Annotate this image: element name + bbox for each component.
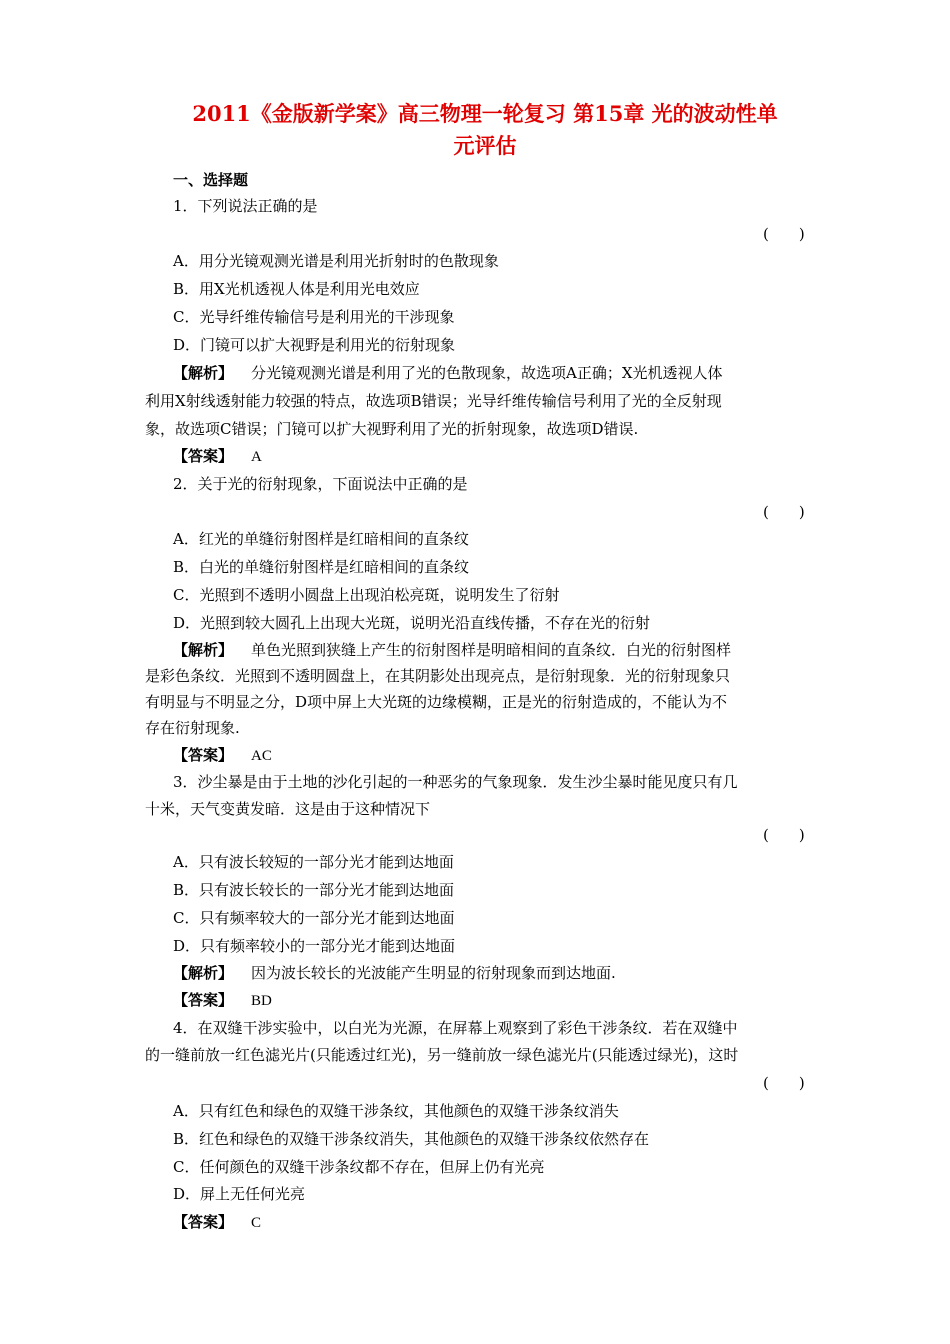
q3-stem-line-1: 3．沙尘暴是由于土地的沙化引起的一种恶劣的气象现象．发生沙尘暴时能见度只有几 [173, 773, 738, 791]
q1-option-c: C．光导纤维传输信号是利用光的干涉现象 [173, 308, 455, 326]
title-line-2: 元评估 [453, 133, 517, 158]
q1-option-a: A．用分光镜观测光谱是利用光折射时的色散现象 [173, 252, 499, 270]
q3-answer-blank: ( ) [763, 826, 805, 844]
q1-answer: 【答案】 A [173, 447, 262, 465]
q4-option-d: D．屏上无任何光亮 [173, 1185, 306, 1203]
q2-option-b: B．白光的单缝衍射图样是红暗相间的直条纹 [173, 558, 470, 576]
q4-option-a: A．只有红色和绿色的双缝干涉条纹，其他颜色的双缝干涉条纹消失 [173, 1102, 619, 1120]
q2-analysis-line-4: 存在衍射现象. [145, 719, 240, 737]
q4-answer: 【答案】 C [173, 1213, 262, 1231]
q3-option-c: C．只有频率较大的一部分光才能到达地面 [173, 909, 455, 927]
q3-analysis-line-1: 【解析】 因为波长较长的光波能产生明显的衍射现象而到达地面. [173, 964, 616, 982]
document-title [150, 98, 820, 162]
analysis-label: 【解析】 [173, 364, 234, 382]
q2-answer: 【答案】 AC [173, 746, 272, 764]
answer-label: 【答案】 [173, 447, 234, 465]
q1-analysis-line-3: 象，故选项C错误；门镜可以扩大视野利用了光的折射现象，故选项D错误. [145, 420, 639, 438]
q2-option-d: D．光照到较大圆孔上出现大光斑，说明光沿直线传播，不存在光的衍射 [173, 614, 651, 632]
q3-option-a: A．只有波长较短的一部分光才能到达地面 [173, 853, 454, 871]
section-heading: 一、选择题 [173, 171, 249, 189]
q2-analysis-line-3: 有明显与不明显之分，D项中屏上大光斑的边缘模糊，正是光的衍射造成的，不能认为不 [145, 693, 728, 711]
title-line-1: 2011《金版新学案》高三物理一轮复习 第15章 光的波动性单 [192, 101, 778, 126]
q2-analysis-line-2: 是彩色条纹．光照到不透明圆盘上，在其阴影处出现亮点，是衍射现象．光的衍射现象只 [145, 667, 731, 685]
q3-option-d: D．只有频率较小的一部分光才能到达地面 [173, 937, 456, 955]
q2-analysis-line-1: 【解析】 单色光照到狭缝上产生的衍射图样是明暗相间的直条纹．白光的衍射图样 [173, 641, 732, 659]
q1-option-d: D．门镜可以扩大视野是利用光的衍射现象 [173, 336, 456, 354]
q4-option-c: C．任何颜色的双缝干涉条纹都不存在，但屏上仍有光亮 [173, 1158, 545, 1176]
q1-analysis-line-2: 利用X射线透射能力较强的特点，故选项B错误；光导纤维传输信号利用了光的全反射现 [145, 392, 722, 410]
q2-option-c: C．光照到不透明小圆盘上出现泊松亮斑，说明发生了衍射 [173, 586, 560, 604]
q3-option-b: B．只有波长较长的一部分光才能到达地面 [173, 881, 455, 899]
q1-answer-blank: ( ) [763, 225, 805, 243]
q4-stem-line-2: 的一缝前放一红色滤光片(只能透过红光)，另一缝前放一绿色滤光片(只能透过绿光)，这时 [145, 1046, 739, 1064]
q1-option-b: B．用X光机透视人体是利用光电效应 [173, 280, 420, 298]
q2-stem: 2．关于光的衍射现象，下面说法中正确的是 [173, 475, 468, 493]
q3-stem-line-2: 十米，天气变黄发暗．这是由于这种情况下 [145, 800, 431, 818]
q1-stem: 1．下列说法正确的是 [173, 197, 318, 215]
q4-option-b: B．红色和绿色的双缝干涉条纹消失，其他颜色的双缝干涉条纹依然存在 [173, 1130, 650, 1148]
q2-option-a: A．红光的单缝衍射图样是红暗相间的直条纹 [173, 530, 469, 548]
q1-analysis-line-1: 【解析】 分光镜观测光谱是利用了光的色散现象，故选项A正确；X光机透视人体 [173, 364, 723, 382]
q4-stem-line-1: 4．在双缝干涉实验中，以白光为光源，在屏幕上观察到了彩色干涉条纹．若在双缝中 [173, 1019, 738, 1037]
q3-answer: 【答案】 BD [173, 991, 272, 1009]
q4-answer-blank: ( ) [763, 1074, 805, 1092]
q2-answer-blank: ( ) [763, 503, 805, 521]
